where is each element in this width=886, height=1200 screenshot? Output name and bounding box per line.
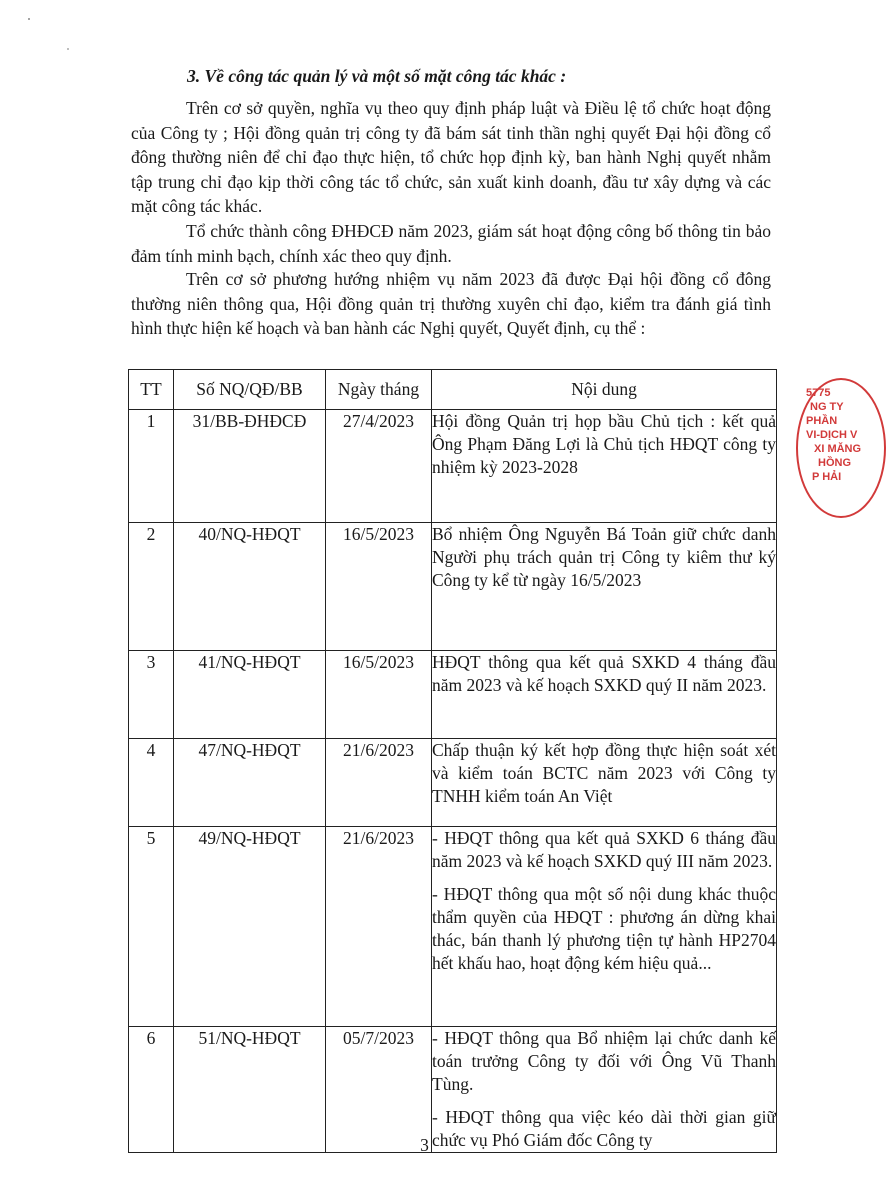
table-header-row — [129, 370, 777, 410]
stamp-text: HỒNG — [818, 457, 851, 469]
company-seal-stamp — [796, 378, 886, 518]
row-content-item: Chấp thuận ký kết hợp đồng thực hiện soát xét và kiểm toán BCTC năm 2023 với Công ty TNHH kiểm toán An Việt — [432, 740, 776, 806]
paragraph-intro: Trên cơ sở quyền, nghĩa vụ theo quy định pháp luật và Điều lệ tổ chức hoạt động của Công ty ; Hội đồng quản trị công ty đã bám sát tinh thần nghị quyết Đại hội đồng cổ đông thường niên để chỉ đạo thực hiện, tổ chức họp định kỳ, ban hành Nghị quyết nhằm tập trung chỉ đạo kịp thời công tác tổ chức, sản xuất kinh doanh, đầu tư xây dựng và các mặt công tác khác. — [131, 98, 771, 216]
row-content-item: Bổ nhiệm Ông Nguyễn Bá Toản giữ chức danh Người phụ trách quản trị Công ty kiêm thư ký Công ty kể từ ngày 16/5/2023 — [432, 524, 776, 590]
table-row — [129, 739, 777, 827]
table-row — [129, 410, 777, 523]
resolutions-table — [128, 369, 777, 1153]
scan-speck — [28, 18, 30, 20]
row-content-item: Hội đồng Quản trị họp bầu Chủ tịch : kết quả Ông Phạm Đăng Lợi là Chủ tịch HĐQT công ty nhiệm kỳ 2023-2028 — [432, 411, 776, 477]
row-date: 05/7/2023 — [326, 1027, 432, 1153]
row-tt: 4 — [129, 739, 174, 827]
table-row — [129, 523, 777, 651]
row-number: 40/NQ-HĐQT — [174, 523, 326, 651]
row-number: 31/BB-ĐHĐCĐ — [174, 410, 326, 523]
header-date: Ngày tháng — [326, 370, 432, 410]
row-content-item: - HĐQT thông qua việc kéo dài thời gian giữ chức vụ Phó Giám đốc Công ty — [432, 1107, 776, 1150]
table-body — [129, 410, 777, 1153]
row-date: 21/6/2023 — [326, 739, 432, 827]
row-tt: 2 — [129, 523, 174, 651]
row-content — [432, 523, 777, 651]
row-tt: 3 — [129, 651, 174, 739]
row-content-item: HĐQT thông qua kết quả SXKD 4 tháng đầu năm 2023 và kế hoạch SXKD quý II năm 2023. — [432, 652, 776, 695]
row-tt: 5 — [129, 827, 174, 1027]
header-content: Nội dung — [432, 370, 777, 410]
page-number: 3 — [420, 1135, 429, 1155]
row-content — [432, 1027, 777, 1153]
stamp-text: PHẦN — [806, 415, 838, 427]
row-content-item: - HĐQT thông qua một số nội dung khác thuộc thẩm quyền của HĐQT : phương án dừng khai thác, bán thanh lý phương tiện tự hành HP2704 hết khấu hao, hoạt động kém hiệu quả... — [432, 884, 776, 973]
row-tt: 1 — [129, 410, 174, 523]
row-content — [432, 827, 777, 1027]
row-content — [432, 739, 777, 827]
scan-speck — [67, 48, 69, 50]
stamp-text: XI MĂNG — [814, 443, 862, 455]
row-tt: 6 — [129, 1027, 174, 1153]
paragraph-agm: Tổ chức thành công ĐHĐCĐ năm 2023, giám sát hoạt động công bố thông tin bảo đảm tính minh bạch, chính xác theo quy định. — [131, 221, 771, 266]
row-number: 49/NQ-HĐQT — [174, 827, 326, 1027]
header-number: Số NQ/QĐ/BB — [174, 370, 326, 410]
table-row — [129, 1027, 777, 1153]
row-date: 16/5/2023 — [326, 651, 432, 739]
stamp-text: NG TY — [810, 401, 844, 413]
table-row — [129, 651, 777, 739]
row-content — [432, 651, 777, 739]
stamp-text: VI-DỊCH V — [806, 429, 858, 441]
row-content-item: - HĐQT thông qua kết quả SXKD 6 tháng đầu năm 2023 và kế hoạch SXKD quý III năm 2023. — [432, 828, 776, 871]
stamp-text: 5775 — [806, 387, 831, 399]
header-tt: TT — [129, 370, 174, 410]
row-content — [432, 410, 777, 523]
row-number: 41/NQ-HĐQT — [174, 651, 326, 739]
row-date: 27/4/2023 — [326, 410, 432, 523]
row-date: 21/6/2023 — [326, 827, 432, 1027]
row-number: 47/NQ-HĐQT — [174, 739, 326, 827]
section-heading: 3. Về công tác quản lý và một số mặt công tác khác : — [187, 66, 567, 86]
row-number: 51/NQ-HĐQT — [174, 1027, 326, 1153]
paragraph-resolutions: Trên cơ sở phương hướng nhiệm vụ năm 2023 đã được Đại hội đồng cổ đông thường niên thông qua, Hội đồng quản trị thường xuyên chỉ đạo, kiểm tra đánh giá tình hình thực hiện kế hoạch và ban hành các Nghị quyết, Quyết định, cụ thể : — [131, 269, 771, 338]
stamp-text: P HẢI — [812, 471, 842, 483]
row-content-item: - HĐQT thông qua Bổ nhiệm lại chức danh kế toán trưởng Công ty đối với Ông Vũ Thanh Tùng. — [432, 1028, 776, 1094]
table-row — [129, 827, 777, 1027]
row-date: 16/5/2023 — [326, 523, 432, 651]
